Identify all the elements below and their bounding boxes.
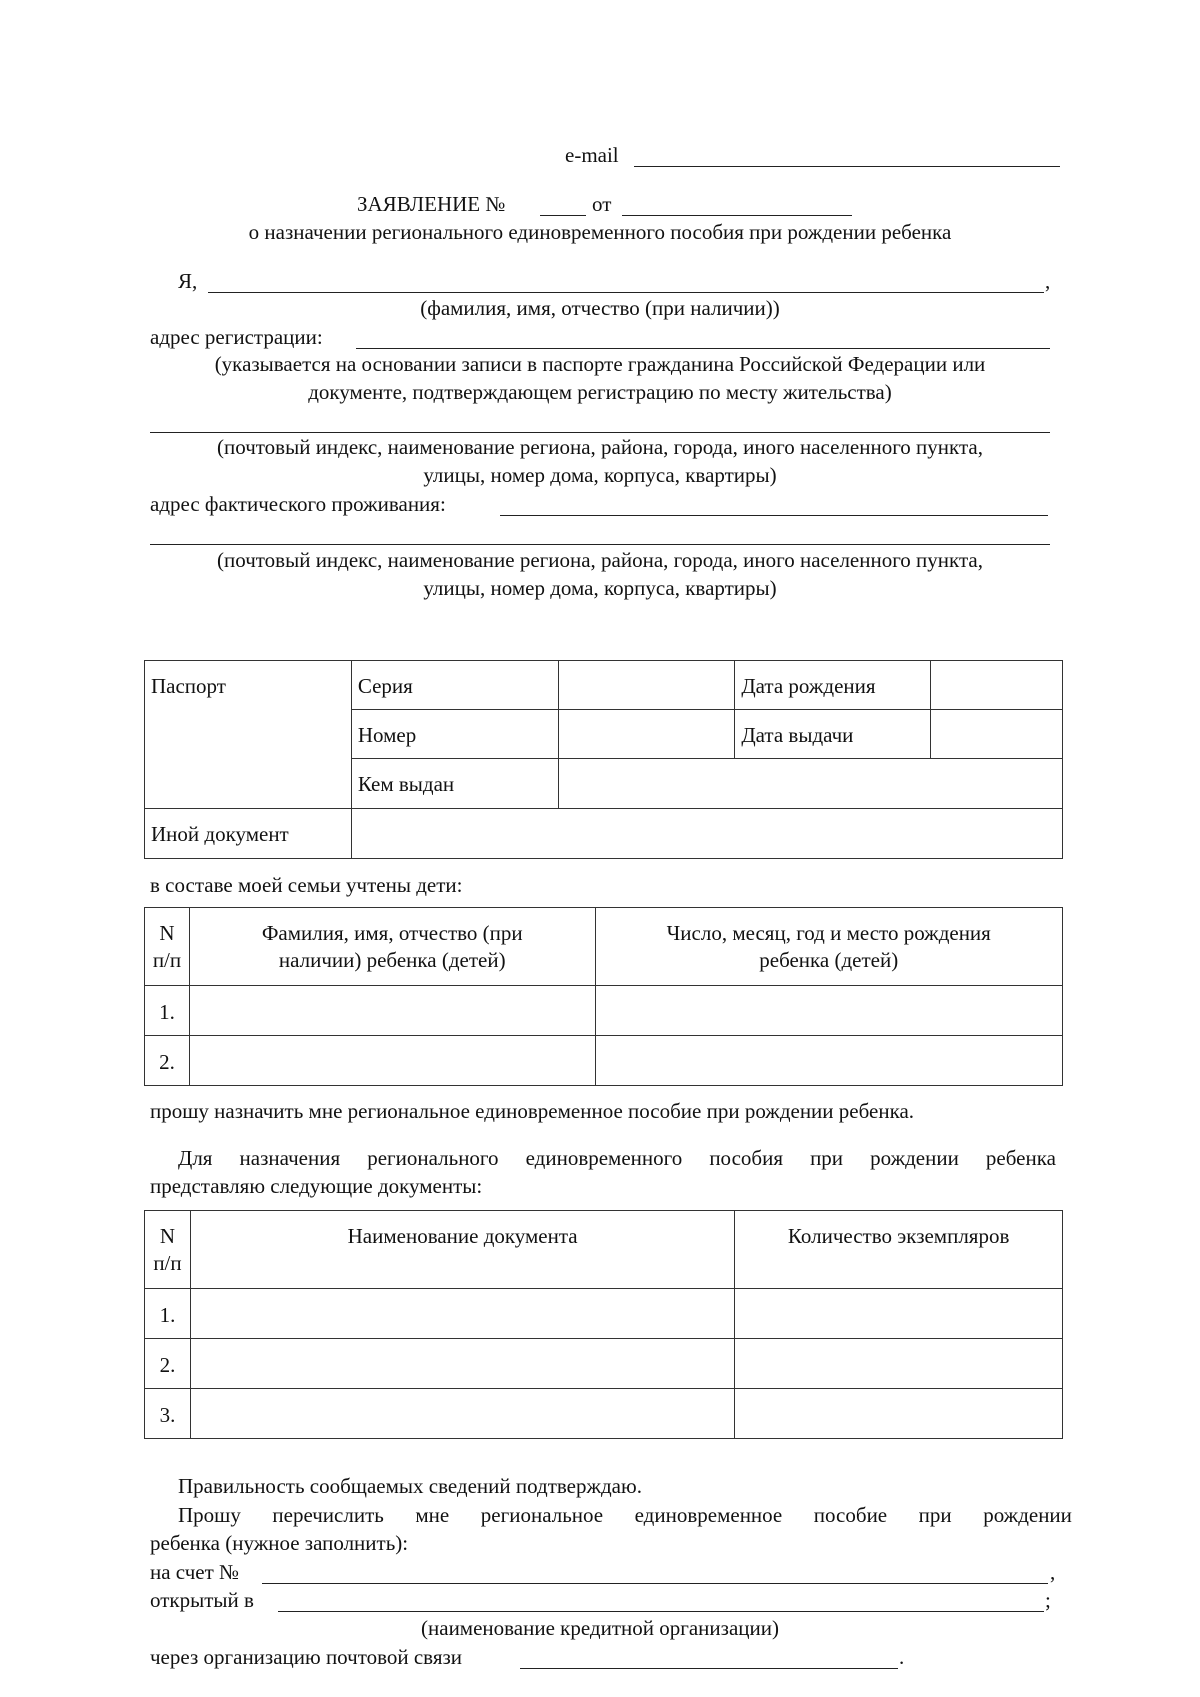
docs-intro-line-1 [178, 1148, 1056, 1169]
children-table [144, 907, 1063, 1086]
fio-comma: , [1045, 269, 1051, 293]
other-doc-input[interactable] [351, 809, 1062, 859]
request-text: прошу назначить мне региональное единовременное пособие при рождении ребенка. [150, 1099, 915, 1123]
post-field[interactable] [520, 1668, 898, 1669]
passport-cell: Паспорт [145, 661, 352, 809]
reg-address-field-2[interactable] [150, 432, 1050, 433]
word: при [810, 1146, 844, 1170]
actual-address-field-2[interactable] [150, 544, 1050, 545]
reg-address-field[interactable] [356, 348, 1050, 349]
table-row [145, 1339, 1063, 1389]
table-row [145, 986, 1063, 1036]
fio-field[interactable] [208, 292, 1044, 293]
word: ребенка [985, 1146, 1056, 1170]
postal-hint-1: (почтовый индекс, наименование региона, района, города, иного населенного пункта, [217, 435, 983, 459]
series-input[interactable] [558, 661, 735, 710]
doc-name-input[interactable] [190, 1289, 734, 1339]
children-col-n: N п/п [145, 908, 190, 986]
title-from: от [592, 192, 612, 216]
documents-table [144, 1210, 1063, 1439]
table-row [145, 1289, 1063, 1339]
birth-date-label: Дата рождения [735, 661, 931, 710]
postal-hint-2: улицы, номер дома, корпуса, квартиры) [423, 463, 777, 487]
child-birth-input[interactable] [595, 986, 1063, 1036]
transfer-text-1 [178, 1505, 1072, 1526]
row-number: 2. [145, 1036, 190, 1086]
reg-hint-2: документе, подтверждающем регистрацию по месту жительства) [308, 380, 892, 404]
row-number: 2. [145, 1339, 191, 1389]
docs-intro-text-1 [178, 1148, 1056, 1169]
email-field[interactable] [634, 166, 1060, 167]
account-label: на счет № [150, 1560, 240, 1584]
number-label: Номер [351, 710, 558, 759]
word: единовременного [525, 1146, 683, 1170]
application-date-field[interactable] [622, 215, 852, 216]
application-number-field[interactable] [540, 215, 586, 216]
word: перечислить [272, 1503, 384, 1527]
doc-count-input[interactable] [735, 1289, 1063, 1339]
docs-col-count: Количество экземпляров [735, 1211, 1063, 1289]
child-birth-input[interactable] [595, 1036, 1063, 1086]
transfer-text-2: ребенка (нужное заполнить): [150, 1531, 409, 1555]
document-subtitle: о назначении регионального единовременного пособия при рождении ребенка [248, 220, 952, 244]
reg-address-label: адрес регистрации: [150, 325, 323, 349]
bank-field[interactable] [278, 1611, 1044, 1612]
word: пособия [709, 1146, 783, 1170]
other-doc-label: Иной документ [145, 809, 352, 859]
ya-label: Я, [178, 269, 198, 293]
post-period: . [899, 1645, 905, 1669]
actual-address-field[interactable] [500, 515, 1048, 516]
docs-intro-2: представляю следующие документы: [150, 1174, 483, 1198]
issue-date-label: Дата выдачи [735, 710, 931, 759]
reg-hint-1: (указывается на основании записи в паспорте гражданина Российской Федерации или [214, 352, 986, 376]
transfer-line-1 [178, 1505, 1072, 1526]
children-col-name: Фамилия, имя, отчество (при наличии) ребенка (детей) [189, 908, 595, 986]
bank-semicolon: ; [1045, 1588, 1051, 1612]
doc-name-input[interactable] [190, 1389, 734, 1439]
issue-date-input[interactable] [931, 710, 1063, 759]
birth-date-input[interactable] [931, 661, 1063, 710]
word: мне [415, 1503, 450, 1527]
children-intro: в составе моей семьи учтены дети: [150, 873, 463, 897]
docs-col-n: N п/п [145, 1211, 191, 1289]
child-name-input[interactable] [189, 1036, 595, 1086]
postal2-hint-1: (почтовый индекс, наименование региона, района, города, иного населенного пункта, [217, 548, 983, 572]
doc-count-input[interactable] [735, 1389, 1063, 1439]
account-field[interactable] [262, 1583, 1048, 1584]
post-label: через организацию почтовой связи [150, 1645, 463, 1669]
row-number: 1. [145, 1289, 191, 1339]
actual-address-label: адрес фактического проживания: [150, 492, 446, 516]
word: регионального [367, 1146, 499, 1170]
word: региональное [480, 1503, 604, 1527]
word: назначения [239, 1146, 341, 1170]
table-row [145, 1036, 1063, 1086]
row-number: 3. [145, 1389, 191, 1439]
doc-name-input[interactable] [190, 1339, 734, 1389]
word: рождении [983, 1503, 1072, 1527]
issued-by-label: Кем выдан [351, 759, 558, 809]
series-label: Серия [351, 661, 558, 710]
docs-col-name: Наименование документа [190, 1211, 734, 1289]
table-row [145, 1389, 1063, 1439]
bank-hint: (наименование кредитной организации) [421, 1616, 779, 1640]
word: Для [178, 1146, 213, 1170]
word: при [918, 1503, 952, 1527]
opened-in-label: открытый в [150, 1588, 254, 1612]
fio-hint: (фамилия, имя, отчество (при наличии)) [420, 296, 780, 320]
postal2-hint-2: улицы, номер дома, корпуса, квартиры) [423, 576, 777, 600]
title-prefix: ЗАЯВЛЕНИЕ № [357, 192, 506, 216]
passport-table [144, 660, 1063, 859]
confirm-text: Правильность сообщаемых сведений подтверждаю. [178, 1474, 642, 1498]
word: рождении [870, 1146, 959, 1170]
child-name-input[interactable] [189, 986, 595, 1036]
email-label: e-mail [565, 143, 619, 167]
word: пособие [813, 1503, 888, 1527]
word: Прошу [178, 1503, 241, 1527]
account-comma: , [1050, 1560, 1056, 1584]
word: единовременное [634, 1503, 783, 1527]
number-input[interactable] [558, 710, 735, 759]
issued-by-input[interactable] [558, 759, 1062, 809]
children-col-birth: Число, месяц, год и место рождения ребенка (детей) [595, 908, 1063, 986]
doc-count-input[interactable] [735, 1339, 1063, 1389]
row-number: 1. [145, 986, 190, 1036]
